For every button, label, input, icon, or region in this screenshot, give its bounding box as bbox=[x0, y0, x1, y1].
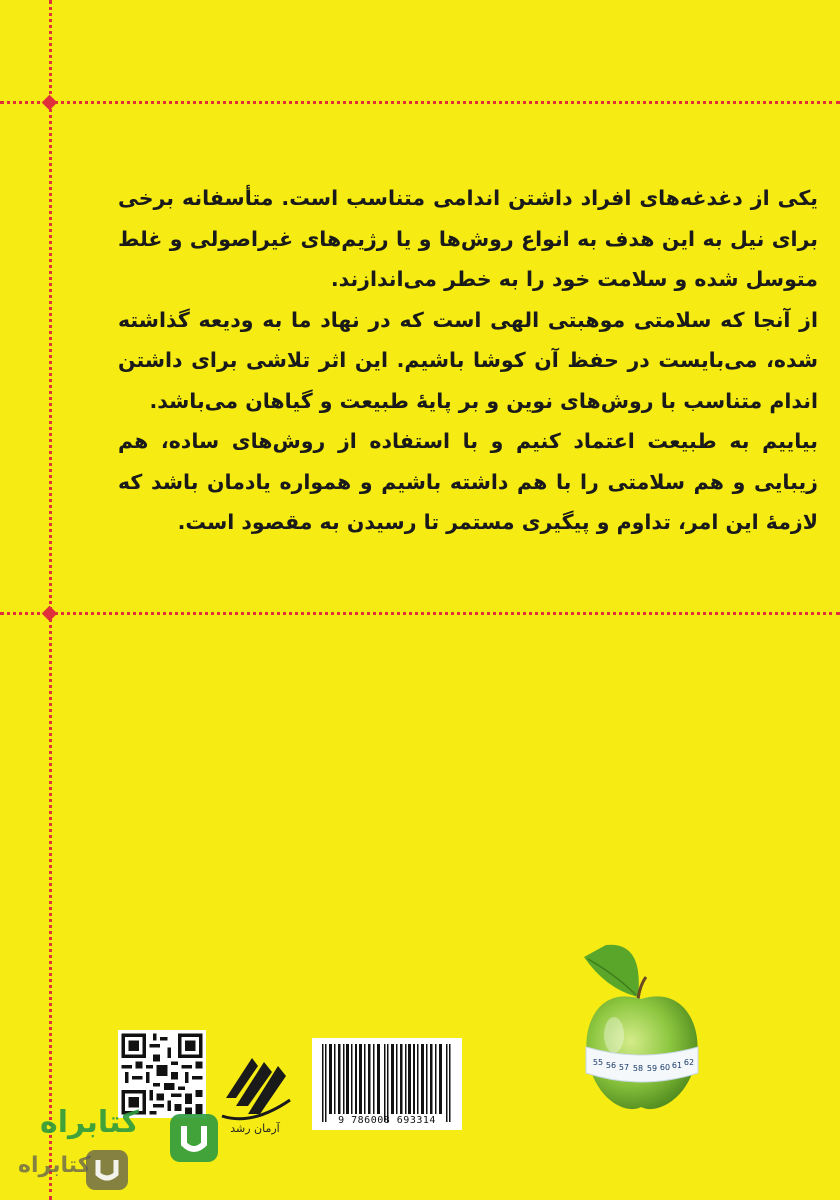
paragraph-1: یکی از دغدغه‌های افراد داشتن اندامی متناسب است. متأسفانه برخی برای نیل به این هدف به انواع روش‌ها و یا رژیم‌های غیراصولی و غلط متوسل شده و سلامت خود را به خطر می‌اندازند. bbox=[118, 186, 818, 291]
watermark-text-secondary: کتابراه bbox=[18, 1153, 91, 1178]
middle-dotted-line bbox=[0, 612, 840, 615]
publisher-name: آرمان رشد bbox=[230, 1122, 280, 1135]
paragraph-3: بیاییم به طبیعت اعتماد کنیم و با استفاده از روش‌های ساده، هم زیبایی و هم سلامتی را با هم داشته باشیم و همواره یادمان باشد که لازمهٔ این امر، تداوم و پیگیری مستمر تا رسیدن به مقصود است. bbox=[118, 429, 818, 534]
tape-number: 62 bbox=[683, 1058, 695, 1067]
tape-number: 59 bbox=[646, 1064, 658, 1073]
middle-diamond-icon bbox=[42, 606, 58, 622]
isbn-number: 9 786008 693314 bbox=[338, 1115, 436, 1126]
vertical-dotted-line bbox=[49, 0, 52, 1200]
tape-number: 56 bbox=[605, 1061, 617, 1070]
paragraph-2: از آنجا که سلامتی موهبتی الهی است که در نهاد ما به ودیعه گذاشته شده، می‌بایست در حفظ آن کوشا باشیم. این اثر تلاشی برای داشتن اندام متناسب با روش‌های نوین و بر پایهٔ طبیعت و گیاهان می‌باشد. bbox=[118, 307, 818, 413]
tape-number: 60 bbox=[659, 1063, 671, 1072]
tape-number: 58 bbox=[632, 1064, 644, 1073]
blurb-text bbox=[118, 178, 818, 543]
top-diamond-icon bbox=[42, 95, 58, 111]
tape-number: 57 bbox=[618, 1063, 630, 1072]
apple-with-tape-measure-icon bbox=[566, 935, 716, 1120]
tape-number: 55 bbox=[592, 1058, 604, 1067]
tape-number: 61 bbox=[671, 1061, 683, 1070]
watermark-text: کتابراه bbox=[40, 1105, 139, 1140]
top-dotted-line bbox=[0, 101, 840, 104]
